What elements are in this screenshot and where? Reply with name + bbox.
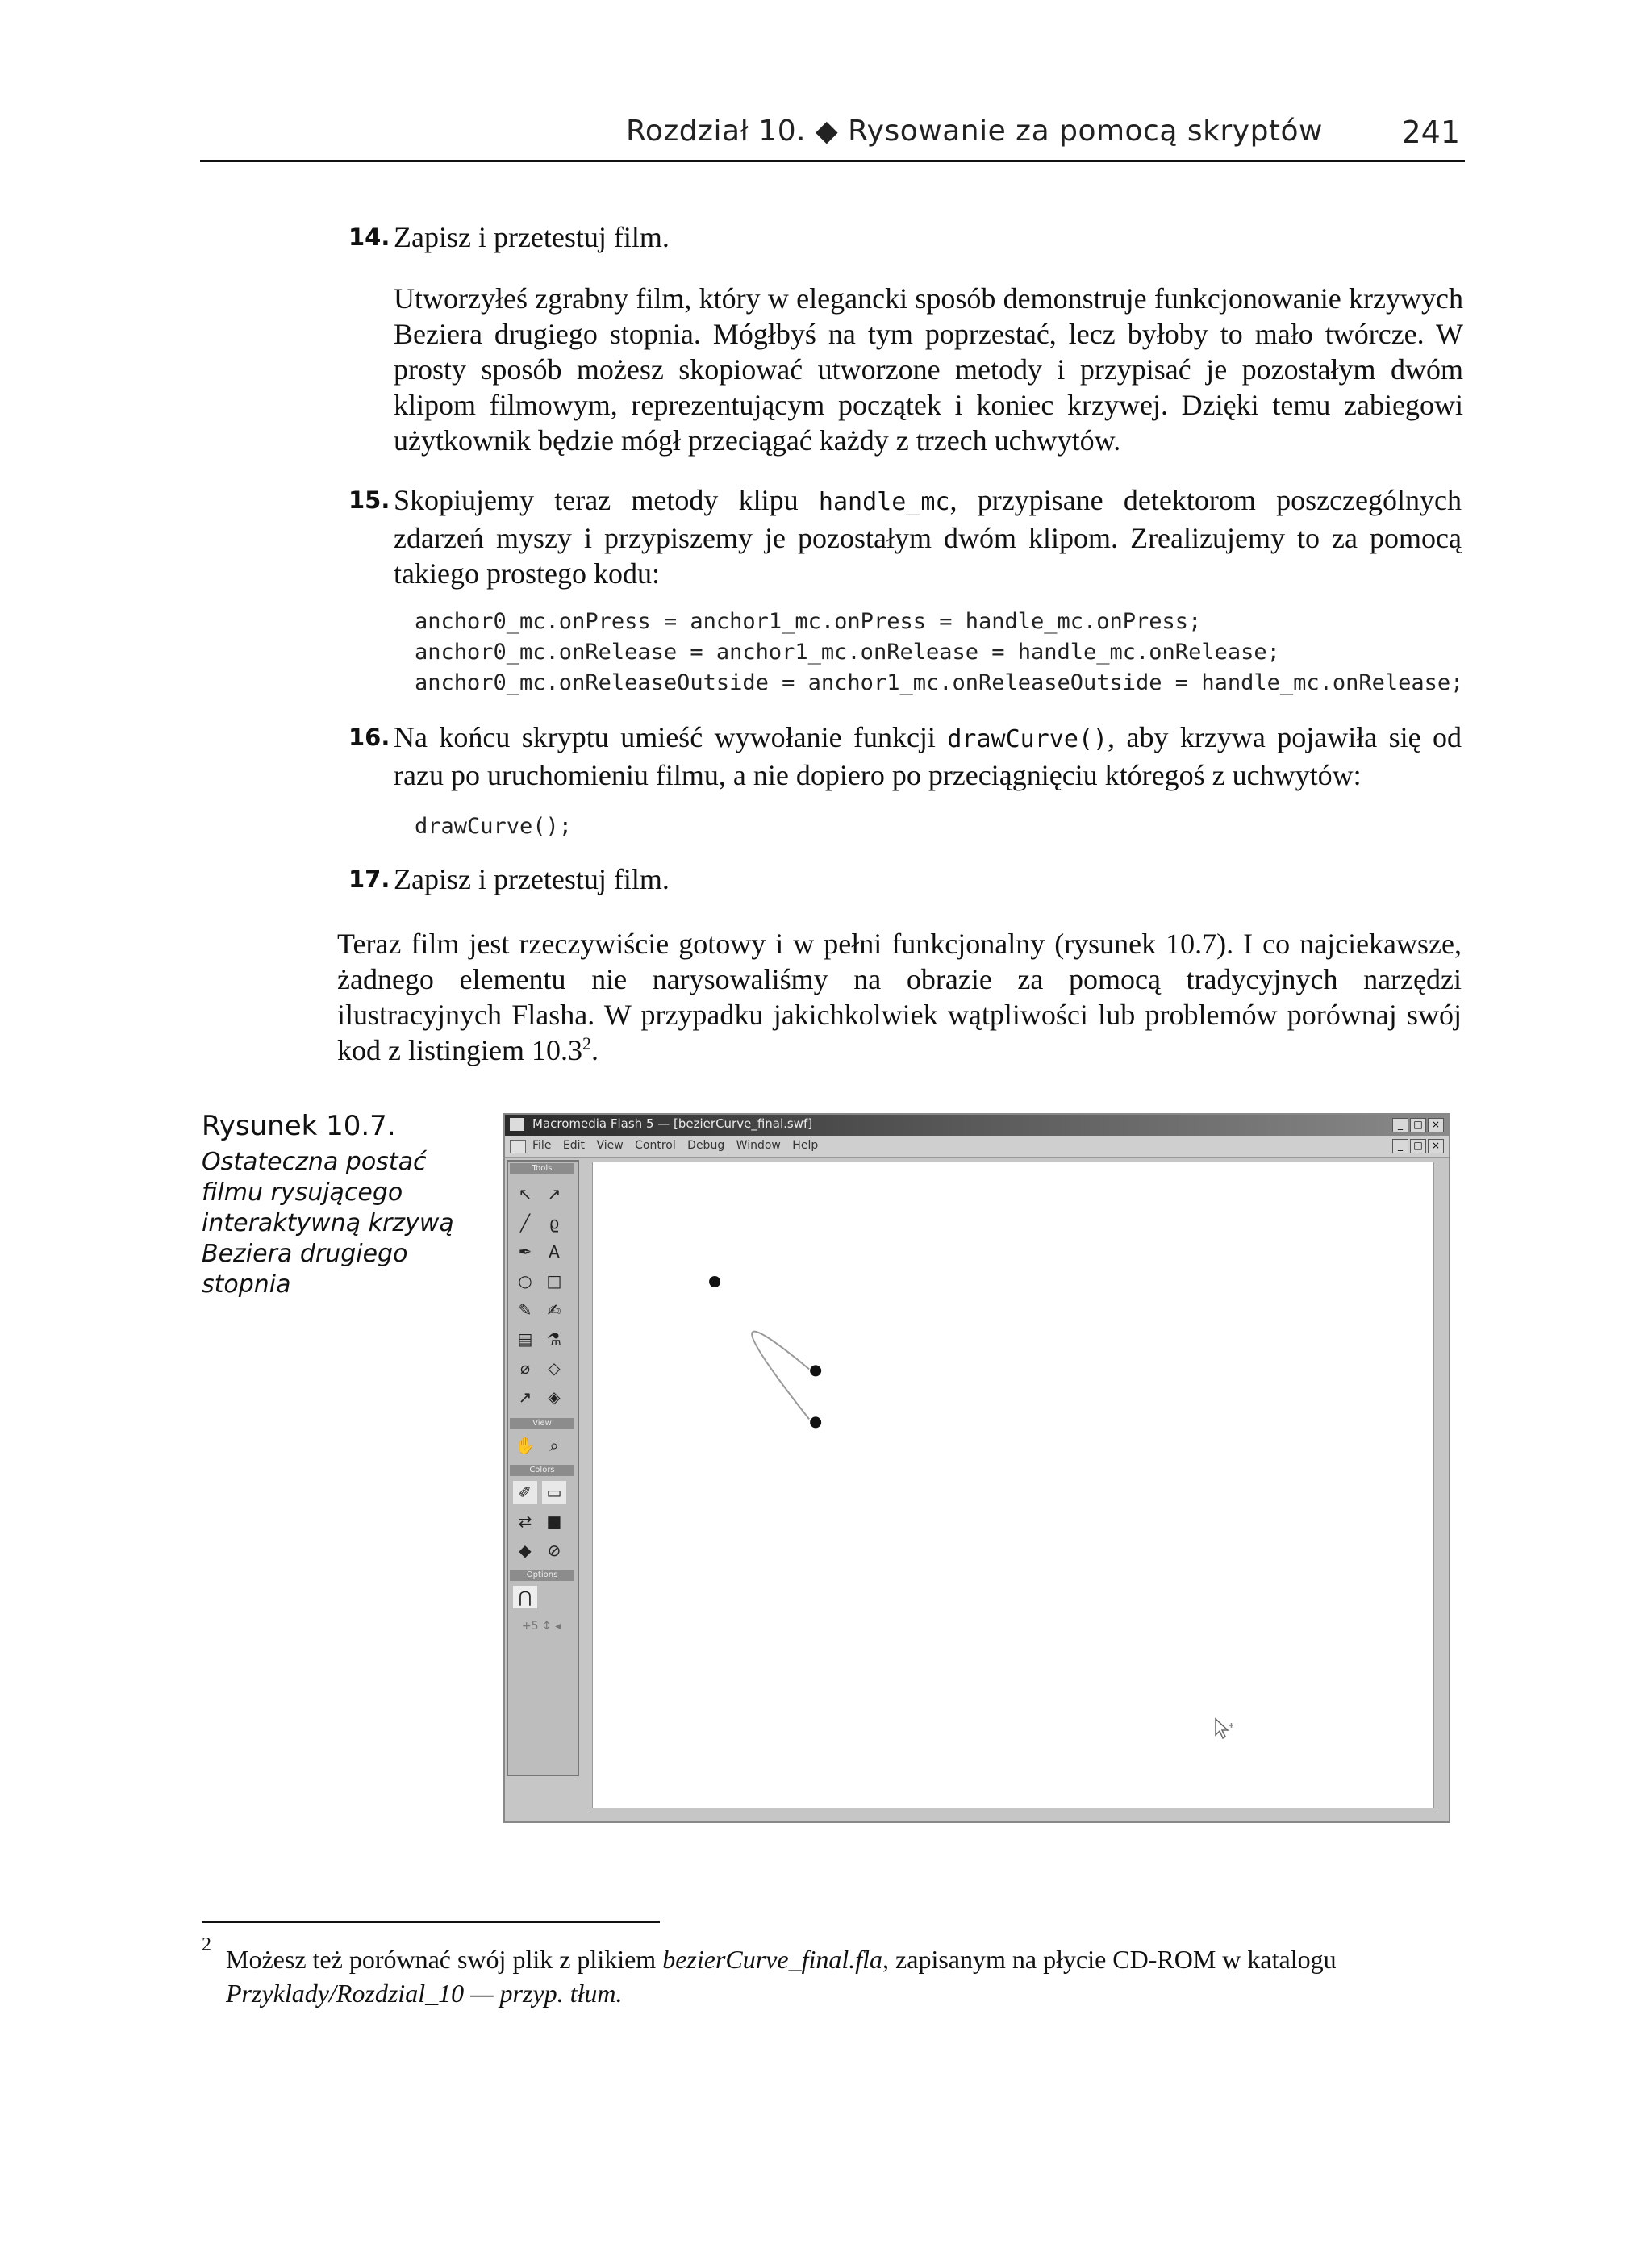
oval-tool-icon[interactable]: ○ [518,1271,532,1291]
inline-code: handle_mc [818,488,950,516]
footnote-ref: 2 [582,1033,591,1053]
transform-tool-icon[interactable]: ↗ [518,1387,532,1407]
fill-transform-tool-icon[interactable]: ◈ [548,1387,561,1407]
code-line: anchor0_mc.onReleaseOutside = anchor1_mc.onReleaseOutside = handle_mc.onRelease; [415,670,1464,695]
step-text-part: Na końcu skryptu umieść wywołanie funkcji [394,721,948,753]
step-number: 16. [348,724,390,751]
running-header [516,115,1323,148]
smooth-straighten-icon[interactable]: +5 ↕ ◂ [521,1620,561,1633]
toolbox-panel [507,1160,579,1776]
brush-tool-icon[interactable]: ✍ [547,1300,561,1320]
window-titlebar [505,1115,1449,1136]
step-text: Zapisz i przetestuj film. [394,863,670,895]
bezier-curve-drawing [593,1162,1433,1808]
black-fill-icon[interactable]: ■ [546,1512,562,1531]
footnote-file: bezierCurve_final.fla [662,1945,883,1974]
maximize-icon[interactable]: □ [1410,1118,1426,1132]
menu-bar [505,1136,1449,1158]
paragraph-after-14: Utworzyłeś zgrabny film, który w elegancki sposób demonstruje funkcjonowanie krzywych Beziera drugiego stopnia. Mógłbyś na tym poprzestać, lecz byłoby to mało twórcze. W prosty sposób możesz skopiować utworzone metody i przypisać je pozostałym dwóm klipom filmowym, reprezentującym początek i koniec krzywej. Dzięki temu zabiegowi użytkownik będzie mógł przeciągać każdy z trzech uchwytów. [394,282,1463,457]
page-number: 241 [1401,115,1460,150]
step-17 [348,861,1462,897]
chapter-prefix: Rozdział 10. [625,115,807,148]
step-number: 14. [348,223,390,251]
window-title: Macromedia Flash 5 — [bezierCurve_final.swf] [532,1116,813,1131]
fill-color-icon[interactable]: ▭ [542,1481,566,1504]
step-14 [348,219,1462,255]
code-block-16: drawCurve(); [415,814,573,839]
step-text: Zapisz i przetestuj film. [394,221,670,253]
doc-close-icon[interactable]: × [1428,1139,1444,1153]
eraser-tool-icon[interactable]: ◇ [548,1358,561,1378]
close-icon[interactable]: × [1428,1118,1444,1132]
footnote-mark: 2 [202,1934,211,1955]
doc-minimize-icon[interactable]: _ [1392,1139,1408,1153]
document-icon [510,1140,526,1153]
code-line: anchor0_mc.onPress = anchor1_mc.onPress = handle_mc.onPress; [415,609,1202,634]
subselect-tool-icon[interactable]: ↗ [547,1184,561,1203]
pen-tool-icon[interactable]: ✒ [518,1242,532,1262]
step-text [394,720,1462,793]
anchor0-point [810,1365,821,1376]
step-number: 17. [348,866,390,893]
closing-end: . [590,1034,599,1066]
arrow-tool-icon[interactable]: ↖ [518,1184,532,1203]
chapter-title: Rysowanie za pomocą skryptów [848,115,1323,148]
default-colors-icon[interactable]: ◆ [519,1541,532,1560]
step-text-part: Skopiujemy teraz metody klipu [394,484,819,516]
minimize-icon[interactable]: _ [1392,1118,1408,1132]
flash-app-icon [510,1118,524,1131]
figure-screenshot [503,1113,1450,1823]
mouse-cursor-icon [1216,1719,1233,1738]
code-line: anchor0_mc.onRelease = anchor1_mc.onRelease = handle_mc.onRelease; [415,640,1280,665]
dropper-tool-icon[interactable]: ⌀ [519,1358,531,1378]
zoom-tool-icon[interactable]: ⌕ [549,1436,559,1455]
figure-caption: Ostateczna postać filmu rysującego interaktywną krzywą Beziera drugiego stopnia [202,1148,454,1299]
stage-canvas[interactable] [592,1162,1434,1808]
closing-paragraph [337,926,1462,1068]
stroke-color-icon[interactable]: ✐ [513,1481,537,1504]
anchor1-point [810,1416,821,1428]
line-tool-icon[interactable]: ╱ [519,1213,531,1233]
menu-items[interactable]: File Edit View Control Debug Window Help [532,1139,819,1152]
swap-color-icon[interactable]: ⇄ [518,1512,532,1531]
footnote-part: Możesz też porównać swój plik z plikiem [226,1945,663,1974]
doc-restore-icon[interactable]: □ [1410,1139,1426,1153]
toolbox-section-colors: Colors [510,1465,574,1476]
snap-magnet-icon[interactable]: ⋂ [513,1586,537,1608]
rectangle-tool-icon[interactable]: □ [546,1271,562,1291]
footnote-text [226,1942,1476,2010]
handle-point [709,1276,720,1287]
inline-code: drawCurve() [947,725,1108,753]
toolbox-section-tools: Tools [510,1163,574,1174]
footnote-path: Przyklady/Rozdzial_10 [226,1979,465,2008]
header-rule [200,160,1465,162]
bezier-curve [752,1332,809,1420]
figure-label: Rysunek 10.7. [202,1110,396,1142]
no-color-icon[interactable]: ⊘ [547,1541,561,1560]
footnote-suffix: — przyp. tłum. [464,1979,623,2008]
ink-bottle-tool-icon[interactable]: ▤ [517,1329,533,1349]
lasso-tool-icon[interactable]: ϱ [549,1213,560,1233]
toolbox-section-view: View [510,1418,574,1429]
hand-tool-icon[interactable]: ✋ [515,1436,536,1455]
step-number: 15. [348,486,390,514]
step-15 [348,482,1462,591]
footnote-part: , zapisanym na płycie CD-ROM w katalogu [882,1945,1337,1974]
step-text-part: , przypisane detektorom poszczególnych zdarzeń myszy i przypiszemy je pozostałym dwóm klipom. Zrealizujemy to za pomocą takiego prostego kodu: [394,484,1462,590]
text-tool-icon[interactable]: A [549,1242,560,1262]
step-text [394,482,1462,591]
header-separator: ◆ [816,115,839,148]
closing-text: Teraz film jest rzeczywiście gotowy i w pełni funkcjonalny (rysunek 10.7). I co najciekawsze, żadnego elementu nie narysowaliśmy na obrazie za pomocą tradycyjnych narzędzi ilustracyjnych Flasha. W przypadku jakichkolwiek wątpliwości lub problemów porównaj swój kod z listingiem 10.3 [337,928,1462,1066]
toolbox-section-options: Options [510,1570,574,1581]
code-block-15 [415,607,1463,699]
pencil-tool-icon[interactable]: ✎ [518,1300,532,1320]
footnote-rule [202,1921,660,1923]
step-text-part: , aby krzywa pojawiła się od razu po uruchomieniu filmu, a nie dopiero po przeciągnięciu któregoś z uchwytów: [394,721,1462,791]
paint-bucket-tool-icon[interactable]: ⚗ [547,1329,561,1349]
step-16 [348,720,1462,793]
